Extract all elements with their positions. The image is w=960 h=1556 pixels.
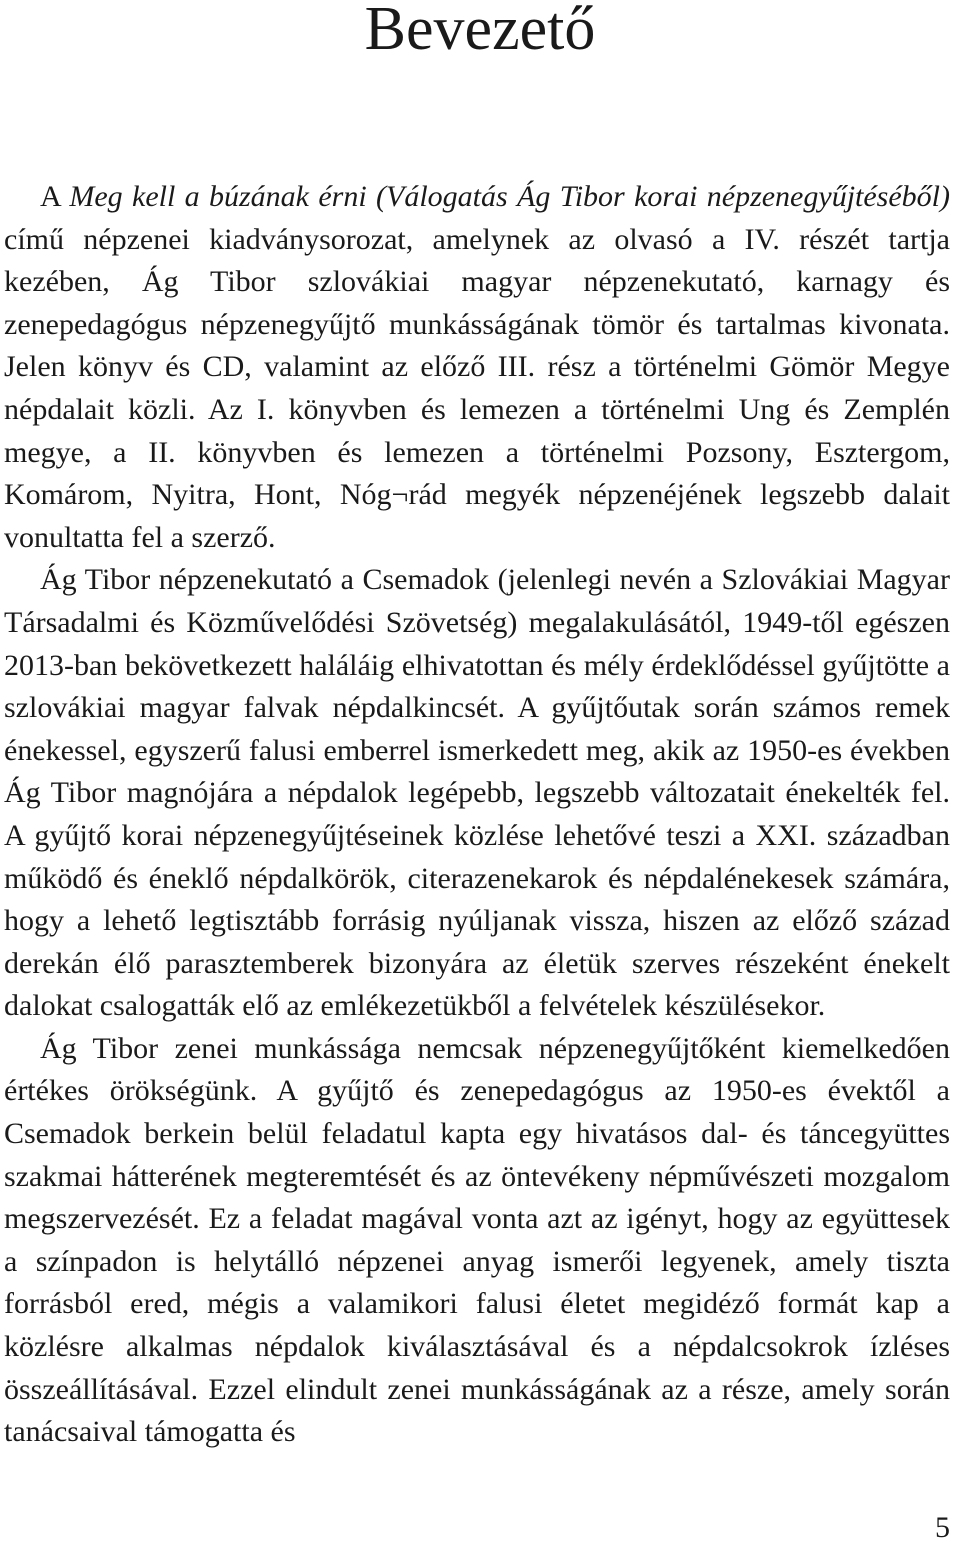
page-title: Bevezető [364,0,596,63]
paragraph-1 [4,176,950,559]
paragraph-3: Ág Tibor zenei munkássága nemcsak népzenegyűjtőként kiemelkedően értékes örökségünk. A gyűjtő és zenepedagógus az 1950-es évektől a Csemadok berkein belül feladatul kapta egy hivatásos dal- és táncegyüttes szakmai hátterének megteremtését és az öntevékeny népművészeti mozgalom megszervezését. Ez a feladat magával vonta azt az igényt, hogy az együttesek a színpadon is helytálló népzenei anyag ismerői legyenek, amely tiszta forrásból ered, mégis a valamikori falusi életet megidéző formát kap a közlésre alkalmas népdalok kiválasztásával és a népdalcsokrok ízléses összeállításával. Ezzel elindult zenei munkásságának az a része, amely során tanácsaival támogatta és [4,1031,950,1449]
series-title: Meg kell a búzának érni (Válogatás Ág Tibor korai népzenegyűjtéséből) [69,180,950,213]
body-text [4,176,950,1454]
paragraph-1-lead: A [40,180,70,213]
paragraph-2: Ág Tibor népzenekutató a Csemadok (jelenlegi nevén a Szlovákiai Magyar Társadalmi és Közművelődési Szövetség) megalakulásától, 1949-től egészen 2013-ban bekövetkezett haláláig elhivatottan és mély érdeklődéssel gyűjtötte a szlovákiai magyar falvak népdalkincsét. A gyűjtőutak során számos remek énekessel, egyszerű falusi emberrel ismerkedett meg, akik az 1950-es években Ág Tibor magnójára a népdalok legépebb, legszebb változatait énekelték fel. A gyűjtő korai népzenegyűjtéseinek közlése lehetővé teszi a XXI. században működő és éneklő népdalkörök, citerazenekarok és népdalénekesek számára, hogy a lehető legtisztább forrásig nyúljanak vissza, hiszen az előző század derekán élő parasztemberek bizonyára az életük szerves részeként énekelt dalokat csalogatták elő az emlékezetükből a felvételek készülésekor. [4,563,950,1023]
page-number: 5 [935,1511,950,1544]
paragraph-1-rest: című népzenei kiadványsorozat, amelynek az olvasó a IV. részét tartja kezében, Ág Tibor szlovákiai magyar népzenekutató, karnagy és zenepedagógus népzenegyűjtő munkásságának tömör és tartalmas kivonata. Jelen könyv és CD, valamint az előző III. rész a történelmi Gömör Megye népdalait közli. Az I. könyvben és lemezen a történelmi Ung és Zemplén megye, a II. könyvben és lemezen a történelmi Pozsony, Esztergom, Komárom, Nyitra, Hont, Nóg¬rád megyék népzenéjének legszebb dalait vonultatta fel a szerző. [4,222,950,554]
